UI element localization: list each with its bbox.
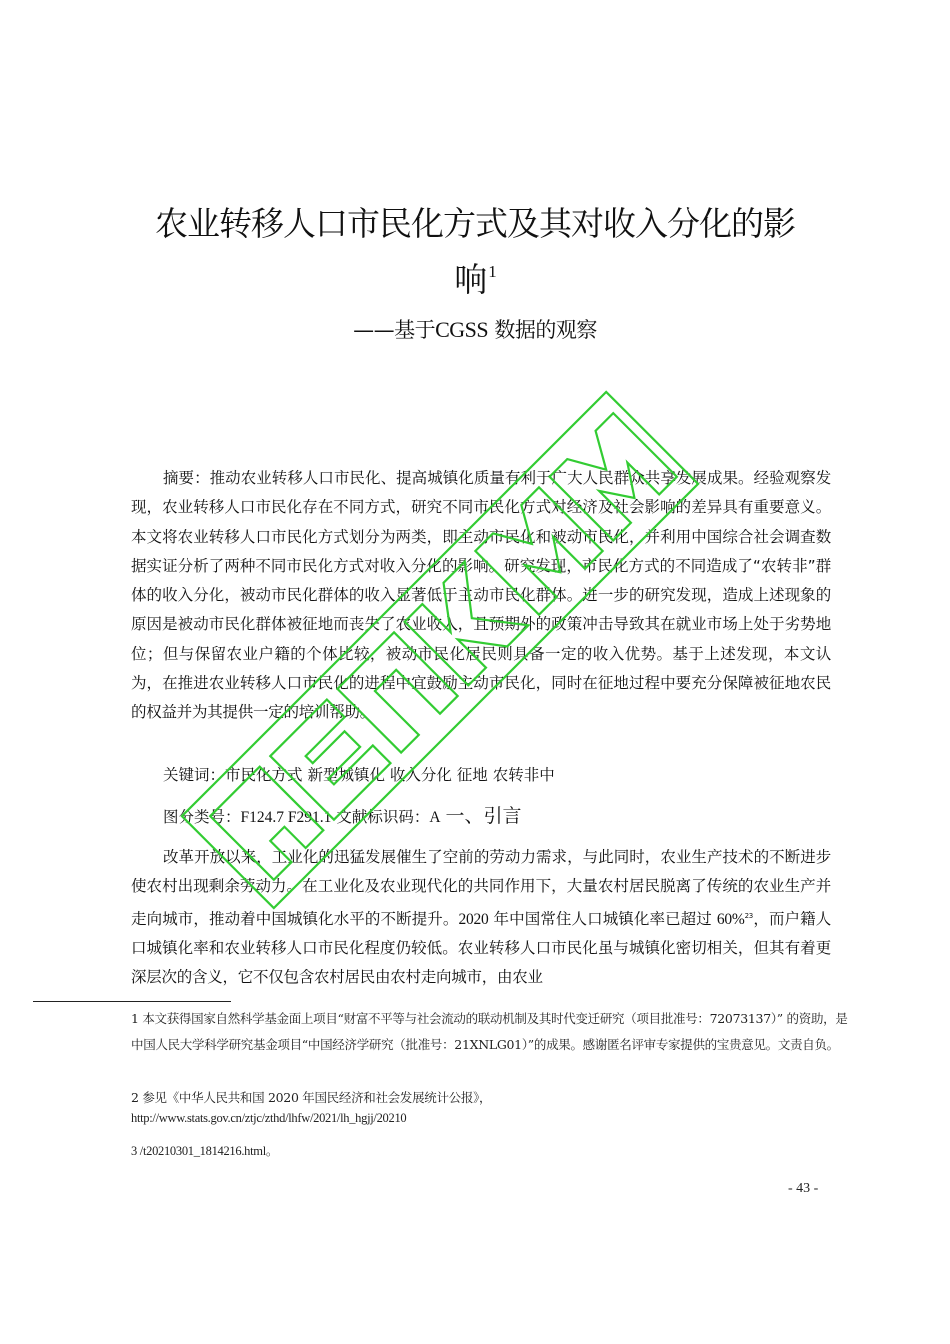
paper-subtitle: ——基于CGSS 数据的观察 [353, 317, 597, 342]
keywords-list: 市民化方式 新型城镇化 收入分化 征地 农转非中 [225, 766, 555, 784]
doc-id: A [429, 809, 441, 826]
footnote-2-url[interactable]: http://www.stats.gov.cn/ztjc/zthd/lhfw/2021/lh_hgjj/20210 [131, 1111, 407, 1125]
title-footnote-marker[interactable]: 1 [488, 262, 496, 281]
footnote-1: 1 本文获得国家自然科学基金面上项目“财富不平等与社会流动的联动机制及其时代变迁研究（项目批准号：72073137）” 的资助，是中国人民大学科学研究基金项目“中国经济学研究（批准号：21XNLG01）”的成果。感谢匿名评审专家提供的宝贵意见。文责自负。 [131, 1011, 848, 1052]
page-number: - 43 - [788, 1181, 819, 1196]
footnote-3: 3 /t20210301_1814216.html。 [131, 1144, 279, 1158]
keywords [163, 763, 555, 785]
paper-title-line1: 农业转移人口市民化方式及其对收入分化的影 [155, 204, 795, 243]
classification-line [163, 801, 522, 828]
citation-marker[interactable]: 23 [744, 911, 753, 920]
doc-id-label: 文献标识码： [336, 808, 430, 826]
classification-label: 图分类号： [163, 808, 241, 826]
section-heading: 一、引言 [445, 805, 522, 827]
footnote-2-text: 2 参见《中华人民共和国 2020 年国民经济和社会发展统计公报》， [131, 1090, 492, 1105]
footnote-divider [33, 1001, 231, 1002]
introduction-paragraph: 改革开放以来，工业化的迅猛发展催生了空前的劳动力需求，与此同时，农业生产技术的不断进步使农村出现剩余劳动力。在工业化及农业现代化的共同作用下，大量农村居民脱离了传统的农业生产并走向城市，推动着中国城镇化水平的不断提升。2020 年中国常住人口城镇化率已超过 60%$^{23}$，而户籍人口城镇化率和农业转移人口市民化程度仍较低。农业转移人口市民化虽与城镇化密切相关，但其有着更深层次的含义，它不仅包含农村居民由农村走向城市，由农业 [131, 848, 831, 987]
introduction [131, 843, 831, 992]
keywords-label: 关键词： [163, 766, 226, 784]
footnote-2 [131, 1088, 851, 1128]
abstract-text: 摘要：推动农业转移人口市民化、提高城镇化质量有利于广大人民群众共享发展成果。经验观察发现，农业转移人口市民化存在不同方式，研究不同市民化方式对经济及社会影响的差异具有重要意义。本文将农业转移人口市民化方式划分为两类，即主动市民化和被动市民化，并利用中国综合社会调查数据实证分析了两种不同市民化方式对收入分化的影响。研究发现，市民化方式的不同造成了“农转非”群体的收入分化，被动市民化群体的收入显著低于主动市民化群体。进一步的研究发现，造成上述现象的原因是被动市民化群体被征地而丧失了农业收入，且预期外的政策冲击导致其在就业市场上处于劣势地位；但与保留农业户籍的个体比较，被动市民化居民则具备一定的收入优势。基于上述发现，本文认为，在推进农业转移人口市民化的进程中宜鼓励主动市民化，同时在征地过程中要充分保障被征地农民的权益并为其提供一定的培训帮助。 [131, 469, 831, 722]
abstract [131, 464, 831, 728]
classification-codes: F124.7 F291.1 [240, 809, 332, 826]
paper-title-line2: 响 $^1$ [454, 260, 496, 299]
